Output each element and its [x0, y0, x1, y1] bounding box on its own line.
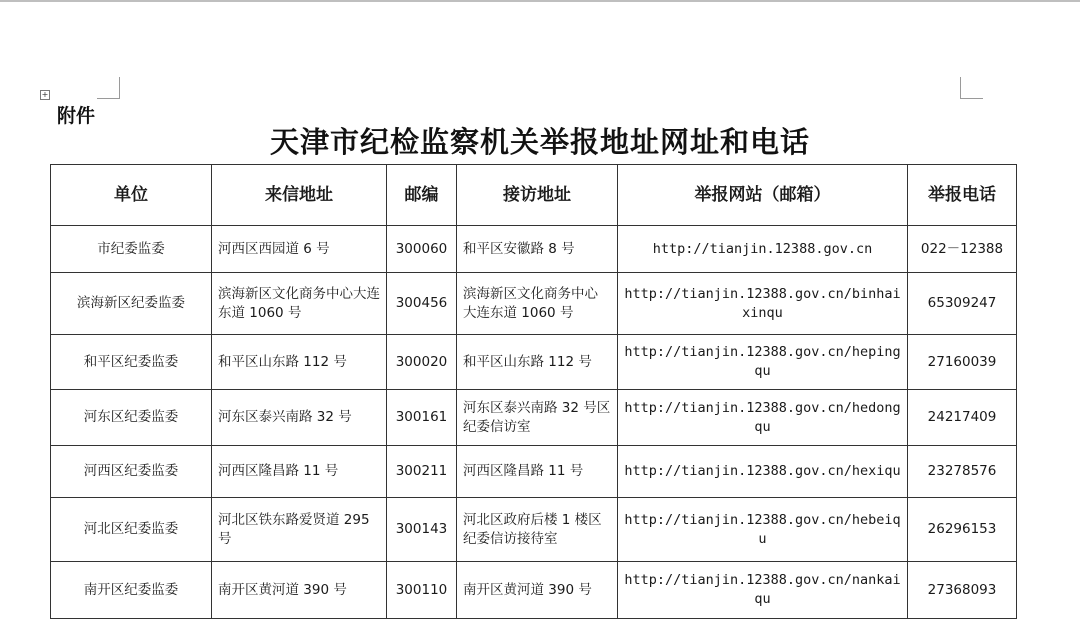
cell-visit-address: 河西区隆昌路 11 号 [457, 446, 618, 498]
cell-mail-address: 滨海新区文化商务中心大连东道 1060 号 [212, 273, 387, 335]
cell-phone: 26296153 [908, 498, 1017, 562]
cell-visit-address: 河东区泰兴南路 32 号区纪委信访室 [457, 390, 618, 446]
cell-postcode: 300060 [387, 226, 457, 273]
cell-visit-address: 南开区黄河道 390 号 [457, 562, 618, 619]
page-top-border [0, 0, 1080, 2]
cell-website: http://tianjin.12388.gov.cn/nankaiqu [618, 562, 908, 619]
cell-website: http://tianjin.12388.gov.cn/hepingqu [618, 335, 908, 390]
page-margin-corner-left [97, 77, 120, 99]
cell-visit-address: 滨海新区文化商务中心大连东道 1060 号 [457, 273, 618, 335]
header-website: 举报网站（邮箱） [618, 165, 908, 226]
cell-postcode: 300161 [387, 390, 457, 446]
table-row [51, 226, 1017, 273]
cell-website: http://tianjin.12388.gov.cn/hebeiqu [618, 498, 908, 562]
cell-unit: 河北区纪委监委 [51, 498, 212, 562]
cell-phone: 65309247 [908, 273, 1017, 335]
cell-mail-address: 河东区泰兴南路 32 号 [212, 390, 387, 446]
table-row [51, 273, 1017, 335]
cell-phone: 022－12388 [908, 226, 1017, 273]
header-visit-address: 接访地址 [457, 165, 618, 226]
cell-phone: 27160039 [908, 335, 1017, 390]
cell-mail-address: 河北区铁东路爱贤道 295 号 [212, 498, 387, 562]
table-row [51, 446, 1017, 498]
table-row [51, 390, 1017, 446]
header-unit: 单位 [51, 165, 212, 226]
cell-mail-address: 和平区山东路 112 号 [212, 335, 387, 390]
cell-mail-address: 南开区黄河道 390 号 [212, 562, 387, 619]
cell-unit: 滨海新区纪委监委 [51, 273, 212, 335]
table-row [51, 335, 1017, 390]
table-move-handle-icon[interactable]: + [41, 90, 49, 99]
table-header-row [51, 165, 1017, 226]
cell-phone: 23278576 [908, 446, 1017, 498]
page-margin-corner-right [960, 77, 983, 99]
cell-visit-address: 和平区山东路 112 号 [457, 335, 618, 390]
cell-postcode: 300211 [387, 446, 457, 498]
cell-website: http://tianjin.12388.gov.cn/binhaixinqu [618, 273, 908, 335]
cell-unit: 和平区纪委监委 [51, 335, 212, 390]
header-phone: 举报电话 [908, 165, 1017, 226]
cell-postcode: 300110 [387, 562, 457, 619]
cell-mail-address: 河西区隆昌路 11 号 [212, 446, 387, 498]
report-contact-table [50, 164, 1017, 619]
header-mail-address: 来信地址 [212, 165, 387, 226]
cell-website: http://tianjin.12388.gov.cn [618, 226, 908, 273]
cell-unit: 河西区纪委监委 [51, 446, 212, 498]
cell-phone: 27368093 [908, 562, 1017, 619]
table-row [51, 562, 1017, 619]
cell-postcode: 300456 [387, 273, 457, 335]
table-row [51, 498, 1017, 562]
attachment-label: 附件 [57, 105, 96, 127]
cell-unit: 南开区纪委监委 [51, 562, 212, 619]
cell-website: http://tianjin.12388.gov.cn/hedongqu [618, 390, 908, 446]
document-title: 天津市纪检监察机关举报地址网址和电话 [269, 125, 810, 159]
cell-postcode: 300143 [387, 498, 457, 562]
cell-unit: 河东区纪委监委 [51, 390, 212, 446]
cell-mail-address: 河西区西园道 6 号 [212, 226, 387, 273]
header-postcode: 邮编 [387, 165, 457, 226]
cell-unit: 市纪委监委 [51, 226, 212, 273]
cell-website: http://tianjin.12388.gov.cn/hexiqu [618, 446, 908, 498]
cell-postcode: 300020 [387, 335, 457, 390]
cell-visit-address: 河北区政府后楼 1 楼区纪委信访接待室 [457, 498, 618, 562]
cell-phone: 24217409 [908, 390, 1017, 446]
cell-visit-address: 和平区安徽路 8 号 [457, 226, 618, 273]
